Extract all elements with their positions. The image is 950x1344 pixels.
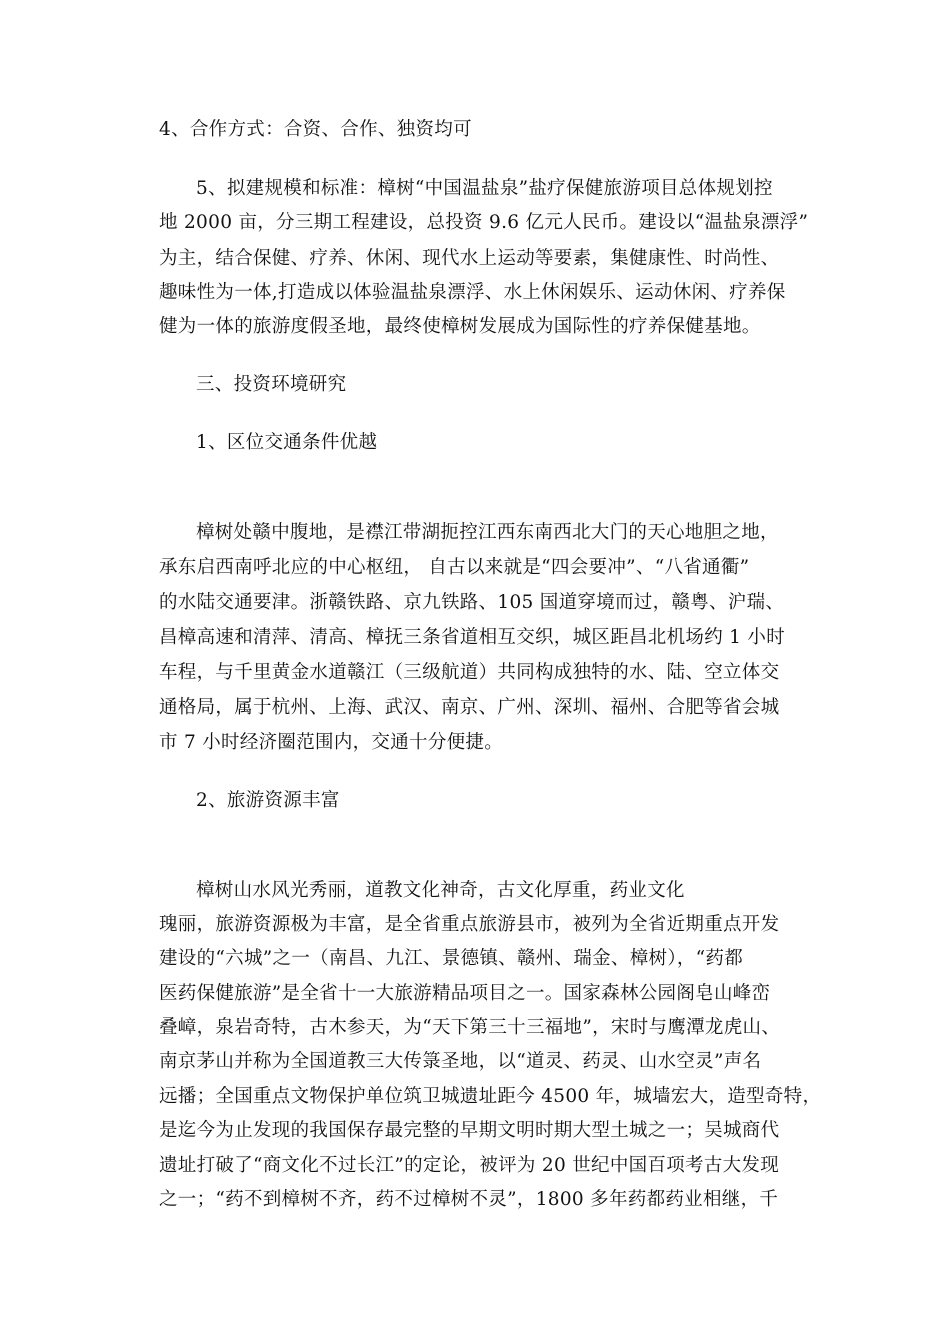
paragraph-2-line: 是迄今为止发现的我国保存最完整的早期文明时期大型土城之一；吴城商代 [159, 1120, 780, 1141]
item-5-line: 地 2000 亩，分三期工程建设，总投资 9.6 亿元人民币。建设以“温盐泉漂浮” [159, 212, 809, 233]
paragraph-1-line: 昌樟高速和清萍、清高、樟抚三条省道相互交织，城区距昌北机场约 1 小时 [159, 627, 786, 648]
item-5-line: 为主，结合保健、疗养、休闲、现代水上运动等要素，集健康性、时尚性、 [159, 248, 780, 269]
paragraph-1-line: 的水陆交通要津。浙赣铁路、京九铁路、105 国道穿境而过，赣粤、沪瑞、 [159, 592, 785, 613]
paragraph-1-line: 车程，与千里黄金水道赣江（三级航道）共同构成独特的水、陆、空立体交 [159, 662, 780, 683]
paragraph-2-line: 南京茅山并称为全国道教三大传箓圣地，以“道灵、药灵、山水空灵”声名 [159, 1051, 762, 1072]
subsection-1-heading: 1、区位交通条件优越 [196, 432, 378, 453]
paragraph-1-line: 市 7 小时经济圈范围内，交通十分便捷。 [159, 732, 504, 753]
subsection-2-heading: 2、旅游资源丰富 [196, 790, 340, 811]
paragraph-1-line: 承东启西南呼北应的中心枢纽， 自古以来就是“四会要冲”、“八省通衢” [159, 557, 750, 578]
paragraph-1-line: 通格局，属于杭州、上海、武汉、南京、广州、深圳、福州、合肥等省会城 [159, 697, 780, 718]
item-5-line: 5、拟建规模和标准：樟树“中国温盐泉”盐疗保健旅游项目总体规划控 [196, 178, 773, 199]
paragraph-2-line: 叠嶂，泉岩奇特，古木参天，为“天下第三十三福地”，宋时与鹰潭龙虎山、 [159, 1017, 781, 1038]
paragraph-2-line: 建设的“六城”之一（南昌、九江、景德镇、赣州、瑞金、樟树），“药都 [159, 948, 744, 969]
paragraph-2-line: 医药保健旅游”是全省十一大旅游精品项目之一。国家森林公园阁皂山峰峦 [159, 983, 771, 1004]
item-5-line: 健为一体的旅游度假圣地，最终使樟树发展成为国际性的疗养保健基地。 [159, 316, 761, 337]
paragraph-2-line: 樟树山水风光秀丽，道教文化神奇，古文化厚重，药业文化 [196, 880, 685, 901]
paragraph-1-line: 樟树处赣中腹地，是襟江带湖扼控江西东南西北大门的天心地胆之地， [196, 522, 779, 543]
paragraph-2-line: 远播；全国重点文物保护单位筑卫城遗址距今 4500 年，城墙宏大，造型奇特， [159, 1086, 822, 1107]
paragraph-2-line: 瑰丽，旅游资源极为丰富，是全省重点旅游县市，被列为全省近期重点开发 [159, 914, 780, 935]
item-4-cooperation-mode: 4、合作方式：合资、合作、独资均可 [159, 119, 472, 140]
section-3-heading: 三、投资环境研究 [196, 374, 347, 395]
item-5-line: 趣味性为一体,打造成以体验温盐泉漂浮、水上休闲娱乐、运动休闲、疗养保 [159, 282, 786, 303]
paragraph-2-line: 遗址打破了“商文化不过长江”的定论，被评为 20 世纪中国百项考古大发现 [159, 1155, 780, 1176]
paragraph-2-line: 之一；“药不到樟树不齐，药不过樟树不灵”，1800 多年药都药业相继，千 [159, 1189, 779, 1210]
